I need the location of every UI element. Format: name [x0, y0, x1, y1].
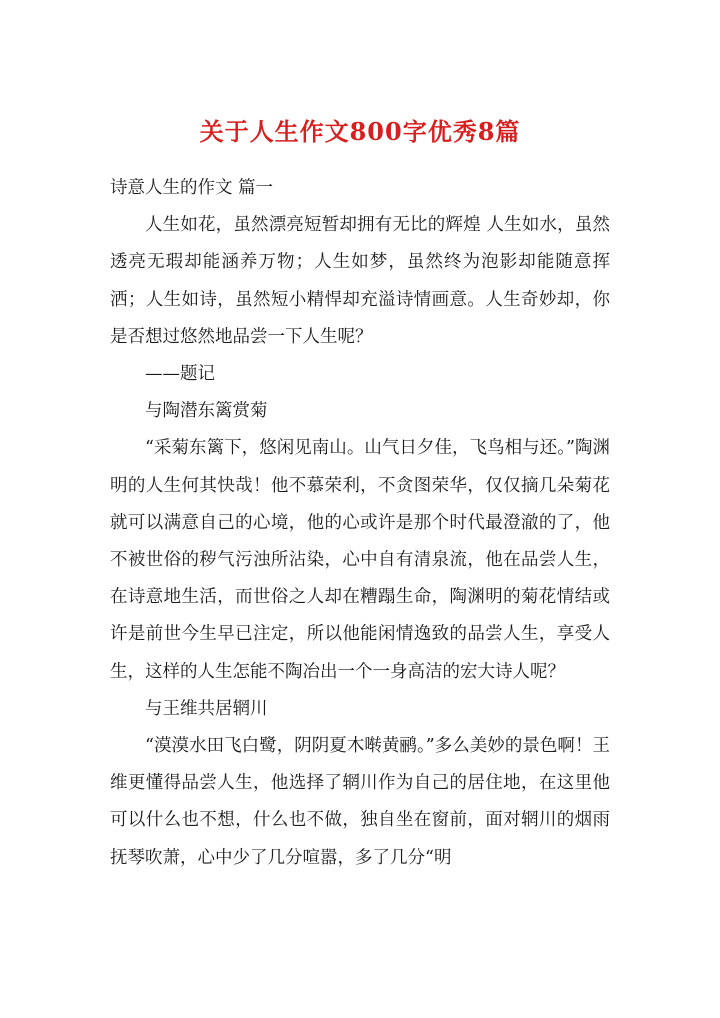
subheading-tao-qian: 与陶潜东篱赏菊: [145, 401, 268, 422]
document-title: 关于人生作文800字优秀8篇: [199, 117, 521, 146]
subheading-wang-wei: 与王维共居辋川: [145, 698, 268, 719]
section-heading: 诗意人生的作文 篇一: [110, 178, 274, 198]
paragraph-tao-qian: “采菊东篱下，悠闲见南山。山气日夕佳，飞鸟相与还。”陶渊明的人生何其快哉！他不慕荣利，不贪图荣华，仅仅摘几朵菊花就可以满意自己的心境，他的心或许是那个时代最澄澈的了，他不被世俗的秽气污浊所沾染，心中自有清泉流，他在品尝人生，在诗意地生活，而世俗之人却在糟蹋生命，陶渊明的菊花情结或许是前世今生早已注定，所以他能闲情逸致的品尝人生，享受人生，这样的人生怎能不陶冶出一个一身高洁的宏大诗人呢？: [110, 438, 610, 682]
inscription: ——题记: [145, 364, 215, 385]
paragraph-wang-wei: “漠漠水田飞白鹭，阴阴夏木啭黄鹂。”多么美妙的景色啊！王维更懂得品尝人生，他选择了辋川作为自己的居住地，在这里他可以什么也不想，什么也不做，独自坐在窗前，面对辋川的烟雨抚琴吹萧，心中少了几分喧嚣，多了几分“明: [110, 736, 610, 868]
document-body: [110, 170, 610, 877]
paragraph-intro: 人生如花，虽然漂亮短暂却拥有无比的辉煌 人生如水，虽然透亮无瑕却能涵养万物；人生如梦，虽然终为泡影却能随意挥洒；人生如诗，虽然短小精悍却充溢诗情画意。人生奇妙却，你是否想过悠然地品尝一下人生呢？: [110, 215, 610, 347]
